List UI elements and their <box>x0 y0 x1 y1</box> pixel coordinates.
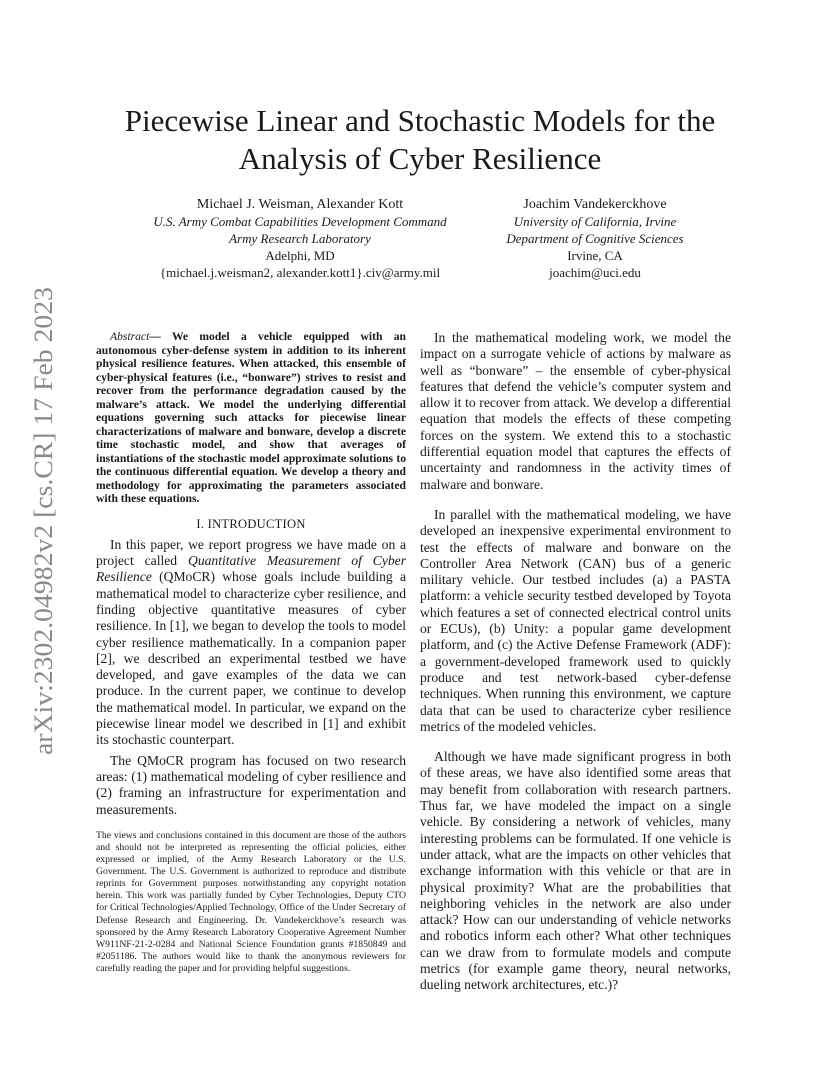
affiliation-left-2: Army Research Laboratory <box>229 231 371 246</box>
right-column <box>420 330 731 1008</box>
location-left: Adelphi, MD <box>265 248 335 263</box>
affiliation-left-1: U.S. Army Combat Capabilities Development Command <box>153 214 447 229</box>
intro-paragraph-2: The QMoCR program has focused on two research areas: (1) mathematical modeling of cyber resilience and (2) framing an infrastructure for experimentation and measurements. <box>96 752 406 817</box>
author-name-right: Joachim Vandekerckhove <box>523 197 667 212</box>
left-column <box>96 330 406 985</box>
email-left: {michael.j.weisman2, alexander.kott1}.civ@army.mil <box>159 265 441 280</box>
author-block-right <box>485 196 705 281</box>
intro-p1-project-name: Quantitative Measurement of Cyber Resilience <box>96 553 406 585</box>
affiliation-right-2: Department of Cognitive Sciences <box>506 231 684 246</box>
right-paragraph-3: Although we have made significant progress in both of these areas, we have also identified some areas that may benefit from collaboration with research partners. Thus far, we have modeled the impact on a single vehicle. By considering a network of vehicles, many interesting problems can be formulated. If one vehicle is under attack, what are the impacts on other vehicles that exchange information with this vehicle or that are in physical proximity? What are the probabilities that neighboring vehicles in the network are also under attack? How can our understanding of vehicle networks and robotics inform each other? What other techniques can we draw from to formulate models and compute metrics (for example game theory, neural networks, dueling network architectures, etc.)? <box>420 749 731 993</box>
location-right: Irvine, CA <box>567 248 623 263</box>
section-heading-introduction: I. INTRODUCTION <box>196 516 306 531</box>
right-paragraph-2: In parallel with the mathematical modeling, we have developed an inexpensive experimental environment to test the effects of malware and bonware on the Controller Area Network (CAN) bus of a generic military vehicle. Our testbed includes (a) a PASTA platform: a vehicle security testbed developed by Toyota which features a set of connected electrical control units or ECUs), (b) Unity: a popular game development platform, and (c) the Active Defense Framework (ADF): a government-developed framework used to quickly produce and test network-based cyber-defense techniques. When running this environment, we capture data that can be used to characterize cyber resilience metrics of the modeled vehicles. <box>420 506 731 734</box>
intro-p1-text-a: In this paper, we report progress we have made on a project called <box>96 536 406 569</box>
email-right: joachim@uci.edu <box>549 265 641 280</box>
right-paragraph-1: In the mathematical modeling work, we model the impact on a surrogate vehicle of actions by malware as well as “bonware” – the ensemble of cyber-physical features that defend the vehicle’s computer system and allow it to recover from attack. We develop a differential equation that models the effects of these competing forces on the system. We extend this to a stochastic differential equation model that captures the effects of uncertainty and randomness in the activity times of malware and bonware. <box>420 330 731 492</box>
intro-p1-text-b: (QMoCR) whose goals include building a mathematical model to characterize cyber resilience, and finding objective quantitative measures of cyber resilience. In [1], we began to develop the tools to model cyber resilience mathematically. In a companion paper [2], we described an experimental testbed we have developed, and gave examples of the data we can produce. In the current paper, we continue to develop the mathematical model. In particular, we expand on the piecewise linear model we described in [1] and exhibit its stochastic counterpart. <box>96 569 406 748</box>
title-line-1: Piecewise Linear and Stochastic Models for the <box>124 103 716 138</box>
arxiv-identifier-text: arXiv:2302.04982v2 [cs.CR] 17 Feb 2023 <box>29 315 58 755</box>
abstract-label: Abstract <box>110 330 150 343</box>
footnote: The views and conclusions contained in this document are those of the authors and should not be interpreted as representing the official policies, either expressed or implied, of the Army Research Laboratory or the U.S. Government. The U.S. Government is authorized to reproduce and distribute reprints for Government purposes notwithstanding any copyright notation herein. This work was partially funded by Cyber Technologies, Deputy CTO for Critical Technologies/Applied Technology, Office of the Under Secretary of Defense Research and Engineering. Dr. Vandekerckhove’s research was sponsored by the Army Research Laboratory Cooperative Agreement Number W911NF-21-2-0284 and National Science Foundation grants #1850849 and #2051186. The authors would like to thank the anonymous reviewers for carefully reading the paper and for providing helpful suggestions. <box>96 829 406 974</box>
intro-paragraph-1 <box>96 537 406 749</box>
abstract <box>96 330 406 506</box>
paper-title <box>60 102 780 178</box>
title-line-2: Analysis of Cyber Resilience <box>238 141 602 176</box>
arxiv-identifier-watermark <box>16 285 64 755</box>
affiliation-right-1: University of California, Irvine <box>513 214 677 229</box>
author-names-left: Michael J. Weisman, Alexander Kott <box>196 197 404 212</box>
author-block-left <box>140 196 460 281</box>
abstract-text: — We model a vehicle equipped with an autonomous cyber-defense system in addition to its inherent physical resilience features. When attacked, this ensemble of cyber-physical features (i.e., “bonware”) strives to resist and recover from the performance degradation caused by the malware’s attack. We model the underlying differential equations governing such attacks for piecewise linear characterizations of malware and bonware, develop a discrete time stochastic model, and show that averages of instantiations of the stochastic model approximate solutions to the continuous differential equation. We develop a theory and methodology for approximating the parameters associated with these equations. <box>96 330 406 505</box>
